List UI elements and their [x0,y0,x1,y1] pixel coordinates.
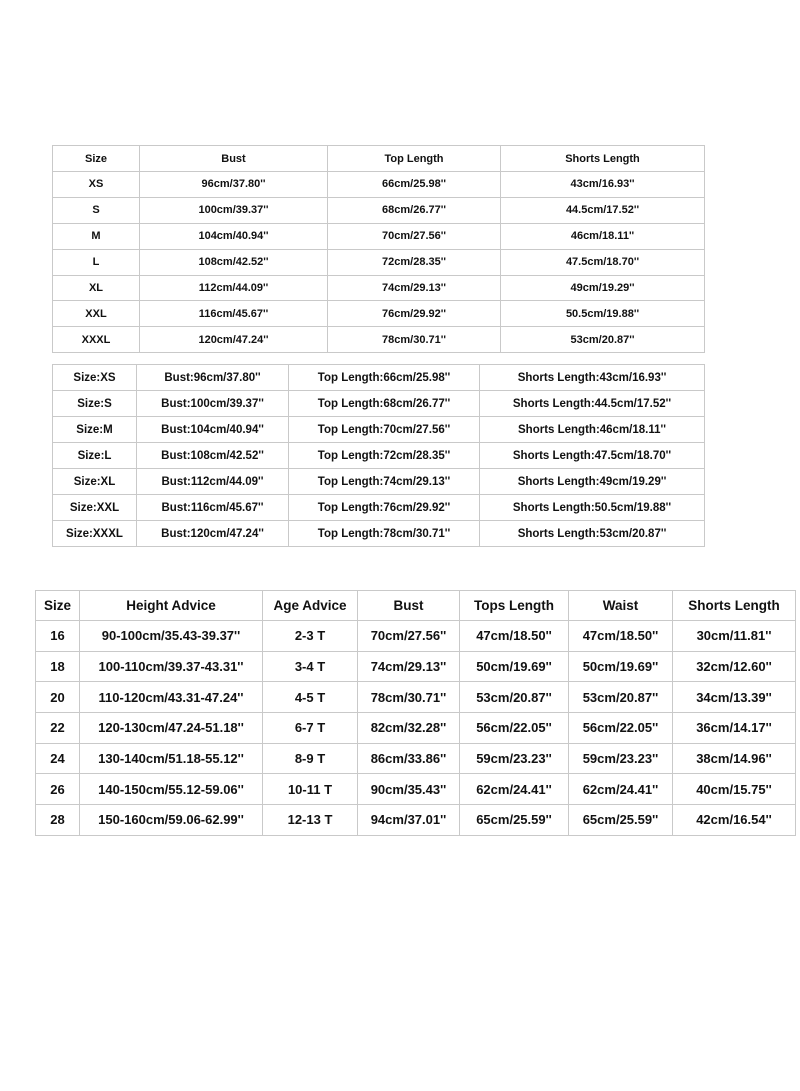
table-cell: 112cm/44.09'' [140,275,328,301]
table-cell: 108cm/42.52'' [140,249,328,275]
table-cell: 66cm/25.98'' [328,172,501,198]
table-cell: L [53,249,140,275]
table-cell: 50cm/19.69'' [569,651,673,682]
table-cell: S [53,197,140,223]
table-row [53,443,705,469]
table-cell: Bust:120cm/47.24'' [137,521,289,547]
table-row [53,197,705,223]
table-cell: Bust:108cm/42.52'' [137,443,289,469]
table-header-row [36,591,796,621]
header-cell: Waist [569,591,673,621]
table-row [36,621,796,652]
table-cell: Shorts Length:53cm/20.87'' [480,521,705,547]
table-cell: 36cm/14.17'' [673,713,796,744]
table-cell: 28 [36,805,80,836]
table-row [53,391,705,417]
table-cell: 62cm/24.41'' [460,774,569,805]
table-cell: Size:S [53,391,137,417]
table-row [53,301,705,327]
table-cell: Top Length:78cm/30.71'' [289,521,480,547]
header-cell: Shorts Length [673,591,796,621]
table-cell: 53cm/20.87'' [501,327,705,353]
table-cell: 46cm/18.11'' [501,223,705,249]
table-cell: Bust:100cm/39.37'' [137,391,289,417]
table-cell: 12-13 T [263,805,358,836]
table-cell: 20 [36,682,80,713]
table-cell: Top Length:66cm/25.98'' [289,365,480,391]
table-cell: 59cm/23.23'' [569,743,673,774]
table-cell: 6-7 T [263,713,358,744]
table-cell: Shorts Length:43cm/16.93'' [480,365,705,391]
table-cell: 82cm/32.28'' [358,713,460,744]
table-cell: 65cm/25.59'' [569,805,673,836]
table-row [53,365,705,391]
table-cell: 43cm/16.93'' [501,172,705,198]
table-cell: 3-4 T [263,651,358,682]
table-row [53,172,705,198]
table-cell: XXXL [53,327,140,353]
header-cell: Age Advice [263,591,358,621]
header-cell: Tops Length [460,591,569,621]
table-cell: 38cm/14.96'' [673,743,796,774]
table-cell: Size:XS [53,365,137,391]
header-cell: Height Advice [80,591,263,621]
table-cell: 26 [36,774,80,805]
table-cell: 86cm/33.86'' [358,743,460,774]
table-cell: Top Length:68cm/26.77'' [289,391,480,417]
table-cell: 94cm/37.01'' [358,805,460,836]
table-cell: 140-150cm/55.12-59.06'' [80,774,263,805]
table-cell: 56cm/22.05'' [569,713,673,744]
table-cell: XL [53,275,140,301]
table-cell: 74cm/29.13'' [358,651,460,682]
table-cell: 70cm/27.56'' [328,223,501,249]
table-cell: XXL [53,301,140,327]
table-cell: Top Length:76cm/29.92'' [289,495,480,521]
table-cell: 90cm/35.43'' [358,774,460,805]
table-cell: Top Length:70cm/27.56'' [289,417,480,443]
table-cell: 70cm/27.56'' [358,621,460,652]
header-cell: Bust [140,146,328,172]
table-cell: 62cm/24.41'' [569,774,673,805]
table-cell: 100cm/39.37'' [140,197,328,223]
table-row [53,417,705,443]
table-cell: 18 [36,651,80,682]
header-cell: Top Length [328,146,501,172]
table-cell: 40cm/15.75'' [673,774,796,805]
header-cell: Shorts Length [501,146,705,172]
table-cell: 120cm/47.24'' [140,327,328,353]
table-cell: 10-11 T [263,774,358,805]
table-header-row [53,146,705,172]
table-cell: 4-5 T [263,682,358,713]
size-chart-table-kids [35,590,796,836]
table-cell: 150-160cm/59.06-62.99'' [80,805,263,836]
table-cell: 32cm/12.60'' [673,651,796,682]
header-cell: Bust [358,591,460,621]
table-cell: Size:XL [53,469,137,495]
table-row [53,495,705,521]
table-row [36,651,796,682]
table-cell: Shorts Length:46cm/18.11'' [480,417,705,443]
table-row [53,249,705,275]
table-cell: 72cm/28.35'' [328,249,501,275]
table-cell: 47cm/18.50'' [569,621,673,652]
table-cell: M [53,223,140,249]
table-cell: XS [53,172,140,198]
table-cell: 2-3 T [263,621,358,652]
table-row [53,223,705,249]
table-cell: 116cm/45.67'' [140,301,328,327]
table-cell: 59cm/23.23'' [460,743,569,774]
table-cell: 120-130cm/47.24-51.18'' [80,713,263,744]
table-cell: Top Length:74cm/29.13'' [289,469,480,495]
size-chart-table-adult [52,145,705,353]
table-cell: 53cm/20.87'' [569,682,673,713]
table-cell: Size:XXL [53,495,137,521]
table-cell: 74cm/29.13'' [328,275,501,301]
table-cell: 76cm/29.92'' [328,301,501,327]
table-cell: 8-9 T [263,743,358,774]
table-row [36,713,796,744]
table-cell: 22 [36,713,80,744]
table-row [36,682,796,713]
table-cell: 100-110cm/39.37-43.31'' [80,651,263,682]
header-cell: Size [36,591,80,621]
table-cell: 78cm/30.71'' [328,327,501,353]
table-row [36,743,796,774]
table-cell: 96cm/37.80'' [140,172,328,198]
table-cell: Size:L [53,443,137,469]
table-row [36,805,796,836]
table-cell: 47.5cm/18.70'' [501,249,705,275]
table-cell: 56cm/22.05'' [460,713,569,744]
table-cell: Size:XXXL [53,521,137,547]
table-cell: 50cm/19.69'' [460,651,569,682]
table-cell: 34cm/13.39'' [673,682,796,713]
table-cell: 47cm/18.50'' [460,621,569,652]
table-cell: 49cm/19.29'' [501,275,705,301]
table-cell: 24 [36,743,80,774]
table-cell: 130-140cm/51.18-55.12'' [80,743,263,774]
table-cell: Bust:104cm/40.94'' [137,417,289,443]
table-row [53,469,705,495]
table-cell: Bust:112cm/44.09'' [137,469,289,495]
table-cell: Shorts Length:50.5cm/19.88'' [480,495,705,521]
table-cell: 65cm/25.59'' [460,805,569,836]
table-row [53,521,705,547]
table-row [36,774,796,805]
table-cell: 90-100cm/35.43-39.37'' [80,621,263,652]
table-cell: 68cm/26.77'' [328,197,501,223]
table-cell: 110-120cm/43.31-47.24'' [80,682,263,713]
table-cell: Size:M [53,417,137,443]
size-chart-table-labeled [52,364,705,547]
table-cell: 53cm/20.87'' [460,682,569,713]
table-cell: Shorts Length:47.5cm/18.70'' [480,443,705,469]
table-cell: 50.5cm/19.88'' [501,301,705,327]
table-cell: 30cm/11.81'' [673,621,796,652]
table-cell: 16 [36,621,80,652]
table-cell: Bust:96cm/37.80'' [137,365,289,391]
table-row [53,275,705,301]
table-cell: Shorts Length:49cm/19.29'' [480,469,705,495]
table-cell: Shorts Length:44.5cm/17.52'' [480,391,705,417]
table-cell: 42cm/16.54'' [673,805,796,836]
header-cell: Size [53,146,140,172]
table-cell: Top Length:72cm/28.35'' [289,443,480,469]
table-cell: 44.5cm/17.52'' [501,197,705,223]
table-cell: 78cm/30.71'' [358,682,460,713]
table-row [53,327,705,353]
table-cell: 104cm/40.94'' [140,223,328,249]
table-cell: Bust:116cm/45.67'' [137,495,289,521]
